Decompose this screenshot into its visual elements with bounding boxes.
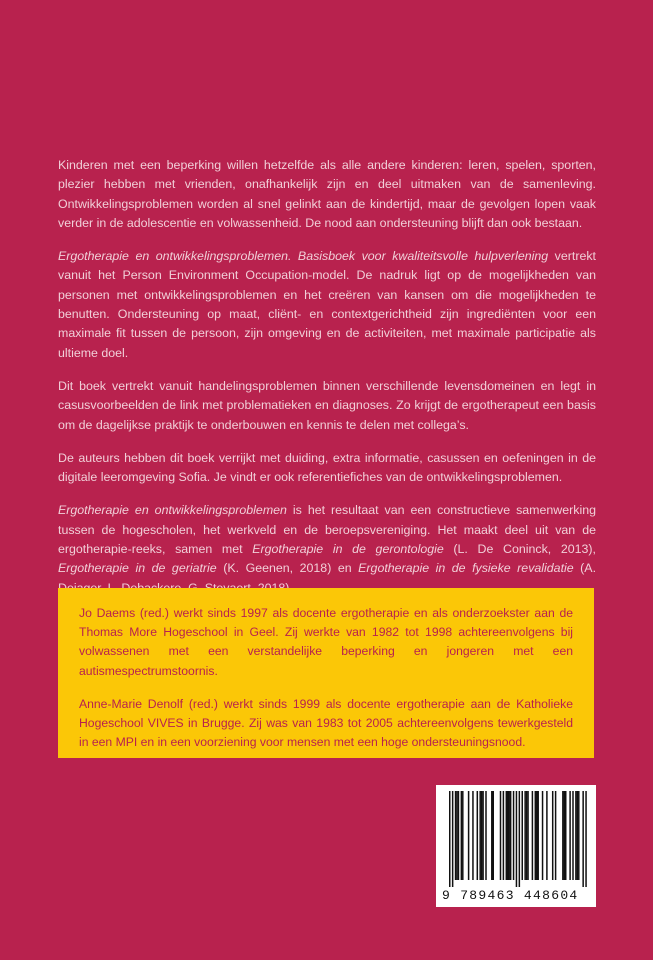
barcode-bar [537, 791, 539, 880]
barcode-bar [503, 791, 505, 880]
barcode-bar [485, 791, 487, 880]
model-paragraph [58, 247, 596, 363]
barcode-bar [506, 791, 508, 880]
barcode-bar [564, 791, 566, 880]
barcode-bar [468, 791, 470, 880]
barcode-bar [577, 791, 579, 880]
barcode-bar [456, 791, 458, 880]
series-text-3: (K. Geenen, 2018) en [216, 561, 359, 576]
barcode-bar [479, 791, 481, 880]
barcode-bar [508, 791, 510, 880]
practice-paragraph: Dit boek vertrekt vanuit handelingsproblemen binnen verschillende levensdomeinen en legt in casusvoorbeelden de link met problematieken en diagnoses. Zo krijgt de ergotherapeut een basis om de dagelijkse praktijk te onderbouwen en kennis te delen met collega’s. [58, 378, 596, 432]
barcode-bar [532, 791, 534, 880]
barcode-bar [513, 791, 515, 880]
series-text-1: is het resultaat van een constructieve samenwerking tussen de hogescholen, het werkveld en de beroepsvereniging. Het maakt deel uit van de ergotherapie-reeks, samen met [58, 503, 596, 557]
author-bio-anne-marie-denolf: Anne-Marie Denolf (red.) werkt sinds 1999 als docente ergotherapie aan de Katholieke Hogeschool VIVES in Brugge. Zij was van 1983 tot 2005 achtereenvolgens tewerkgesteld in een MPI en in een voorziening voor mensen met een hoge ondersteuningsnood. [79, 696, 573, 750]
author-bio-jo-daems: Jo Daems (red.) werkt sinds 1997 als docente ergotherapie en als onderzoekster aan de Thomas More Hogeschool in Geel. Zij werkte van 1982 tot 1998 achtereenvolgens bij volwassenen met een verstandelijke beperking en jongeren met een autismespectrumstoornis. [79, 606, 573, 678]
barcode-bar [555, 791, 557, 880]
barcode-bar [572, 791, 574, 880]
barcode-bar [500, 791, 502, 880]
barcode-bar [578, 791, 580, 880]
sofia-paragraph: De auteurs hebben dit boek verrijkt met duiding, extra informatie, casussen en oefeningen in de digitale leeromgeving Sofia. Je vindt er ook referentiefiches van de ontwikkelingsproblemen. [58, 450, 596, 485]
barcode-bar [510, 791, 512, 880]
series-title-1: Ergotherapie en ontwikkelingsproblemen [58, 503, 287, 518]
barcode-bar [477, 791, 479, 880]
barcode-bars [436, 785, 596, 889]
barcode-bar [546, 791, 548, 880]
barcode-bar [507, 791, 509, 880]
series-text-2: (L. De Coninck, 2013), [443, 542, 596, 557]
barcode-bar [455, 791, 457, 880]
barcode-bar [552, 791, 554, 880]
barcode-bar [462, 791, 464, 880]
barcode-bar [569, 791, 571, 880]
barcode-guard-bar [449, 791, 451, 887]
barcode-bar [535, 791, 537, 880]
isbn-barcode [436, 785, 596, 907]
series-text-4: (A. [580, 561, 597, 576]
barcode-guard-bar [452, 791, 454, 887]
barcode-bar [461, 791, 463, 880]
barcode-bar [565, 791, 567, 880]
barcode-bar [524, 791, 526, 880]
series-title-4: Ergotherapie in de fysieke revalidatie [358, 561, 574, 576]
barcode-bar [481, 791, 483, 880]
intro-paragraph: Kinderen met een beperking willen hetzelfde als alle andere kinderen: leren, spelen, sporten, plezier hebben met vrienden, onafhankelijk zijn en deel uitmaken van de samenleving. Ontwikkelingsproblemen worden al snel gelinkt aan de kindertijd, maar de gevolgen lopen vaak verder in de adolescentie en volwassenheid. De nood aan ondersteuning blijft dan ook bestaan. [58, 158, 596, 230]
barcode-guard-bar [585, 791, 587, 887]
barcode-bar [482, 791, 484, 880]
barcode-bar [491, 791, 493, 880]
barcode-bar [493, 791, 495, 880]
series-paragraph [58, 501, 596, 597]
model-paragraph-text: vertrekt vanuit het Person Environment Occupation-model. De nadruk ligt op de mogelijkheden van personen met ontwikkelingsproblemen en het creëren van kansen om die mogelijkheden te benutten. Ondersteuning op maat, cliënt- en contextgerichtheid zijn ingrediënten voor een maximale fit tussen de persoon, zijn omgeving en de activiteiten, met maximale participatie als ultieme doel. [58, 249, 596, 360]
author-info-box [58, 588, 594, 758]
barcode-guard-bar [519, 791, 521, 887]
barcode-bar [536, 791, 538, 880]
book-title-italic: Ergotherapie en ontwikkelingsproblemen. Basisboek voor kwaliteitsvolle hulpverlening [58, 249, 549, 264]
barcode-bar [575, 791, 577, 880]
barcode-bar [542, 791, 544, 880]
barcode-guard-bar [516, 791, 518, 887]
barcode-bar [472, 791, 474, 880]
barcode-bar [522, 791, 524, 880]
back-cover-description [58, 156, 596, 612]
barcode-bar [458, 791, 460, 880]
series-title-3: Ergotherapie in de geriatrie [58, 561, 217, 576]
barcode-bar [527, 791, 529, 880]
series-title-2: Ergotherapie in de gerontologie [252, 542, 444, 557]
barcode-bar [526, 791, 528, 880]
isbn-number: 9 789463 448604 [442, 888, 579, 903]
barcode-guard-bar [582, 791, 584, 887]
barcode-bar [562, 791, 564, 880]
